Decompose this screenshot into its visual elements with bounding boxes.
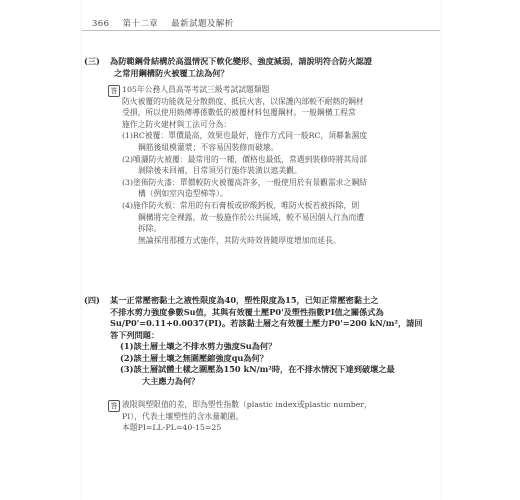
question-4-line: (2)該土層土壤之無圍壓縮強度qu為何？ <box>120 352 268 363</box>
answer-3-line: 剝除後未回補，目常須另行施作裝潢以遮美觀。 <box>138 166 302 176</box>
answer-3-line: 防火被覆的功能就是分散熱度、抵抗火害，以保護內部較不耐熱的鋼材 <box>122 96 364 106</box>
answer-badge-icon: 答 <box>108 85 120 97</box>
running-header <box>92 17 440 29</box>
answer-3 <box>110 84 432 246</box>
answer-3-line: 無論採用那種方式施作，其防火時效皆隨厚度增加而延長。 <box>138 235 341 245</box>
question-3-number: (三) <box>84 56 100 66</box>
question-4-number: (四) <box>84 295 100 305</box>
question-4-line: 不排水剪力強度參數Su值，其與有效覆土壓P0'及塑性指數PI值之關係式為 <box>110 306 384 317</box>
answer-3-line: 施作之防火建材與工法可分為： <box>122 119 232 129</box>
answer-3-line: 105年公務人員高等考試三級考試試題類題 <box>122 85 270 94</box>
book-page <box>82 0 440 500</box>
answer-3-line: 受損，所以使用熱傳導係數低的被覆材料包覆鋼材。一般鋼構工程常 <box>122 108 356 118</box>
answer-4 <box>110 399 432 434</box>
answer-4-line: 本題PI=LL-PL=40-15=25 <box>122 423 222 433</box>
question-3-line: 為防範鋼骨結構於高溫情況下軟化變形、強度減弱，請說明符合防火認證 <box>110 56 373 66</box>
chapter-title: 最新試題及解析 <box>171 19 234 29</box>
answer-3-line: (3)塗佈防火漆：單價較防火被覆高許多，一般使用於有景觀需求之鋼結 <box>122 177 367 187</box>
question-3-line: 之常用鋼構防火被覆工法為何？ <box>114 67 229 78</box>
question-4-line: 某一正常壓密黏土之液性限度為40，塑性限度為15，已知正常壓密黏土之 <box>110 295 379 305</box>
answer-4-line: PI），代表土壤塑性的含水量範圍。 <box>122 411 244 421</box>
question-3 <box>84 56 432 79</box>
question-4-line: (3)該土層試體土樣之圍壓為150 kN/m²時，在不排水情況下達到破壞之最 <box>120 364 395 374</box>
answer-3-line: (1)RC被覆：單價最高，效果也最好，施作方式同一般RC，須鄰紮濕度 <box>122 131 368 141</box>
question-4-line: Su/P0'=0.11+0.0037(PI)。若該黏土層之有效覆土壓力P0'=200 kN/m²，請回 <box>110 318 423 328</box>
answer-3-line: 拆除。 <box>138 224 162 234</box>
answer-3-line: (2)噴灑防火被覆：最常用的一種，價格也最低，常遇到裝修時將其局部 <box>122 154 367 164</box>
chapter-label: 第十二章 <box>122 19 159 29</box>
answer-3-line: 鋼構將完全裸露，故一般施作於公共區域，較不易因個人行為而遭 <box>138 212 365 222</box>
question-4-line: 大主應力為何？ <box>142 375 200 386</box>
answer-badge-icon: 答 <box>108 400 120 412</box>
answer-4-line: 液限與塑限值的差，即為塑性指數（plastic index或plastic number， <box>122 400 372 409</box>
answer-3-line: 鋼筋後組模灌漿；不容易因裝修而破壞。 <box>138 142 279 152</box>
page-number: 366 <box>92 19 110 29</box>
question-4-line: 答下列問題： <box>110 329 160 340</box>
question-4 <box>84 295 432 387</box>
answer-3-line: 構（例如室內造型梯等）。 <box>138 189 228 199</box>
right-gutter <box>440 0 520 500</box>
header-rule <box>82 30 440 31</box>
answer-3-line: (4)施作防火板：常用的有石膏板或矽酸鈣板，唯防火板若被拆除，則 <box>122 200 360 210</box>
question-4-line: (1)該土層土壤之不排水剪力強度Su為何？ <box>120 341 277 351</box>
left-gutter <box>0 0 82 500</box>
